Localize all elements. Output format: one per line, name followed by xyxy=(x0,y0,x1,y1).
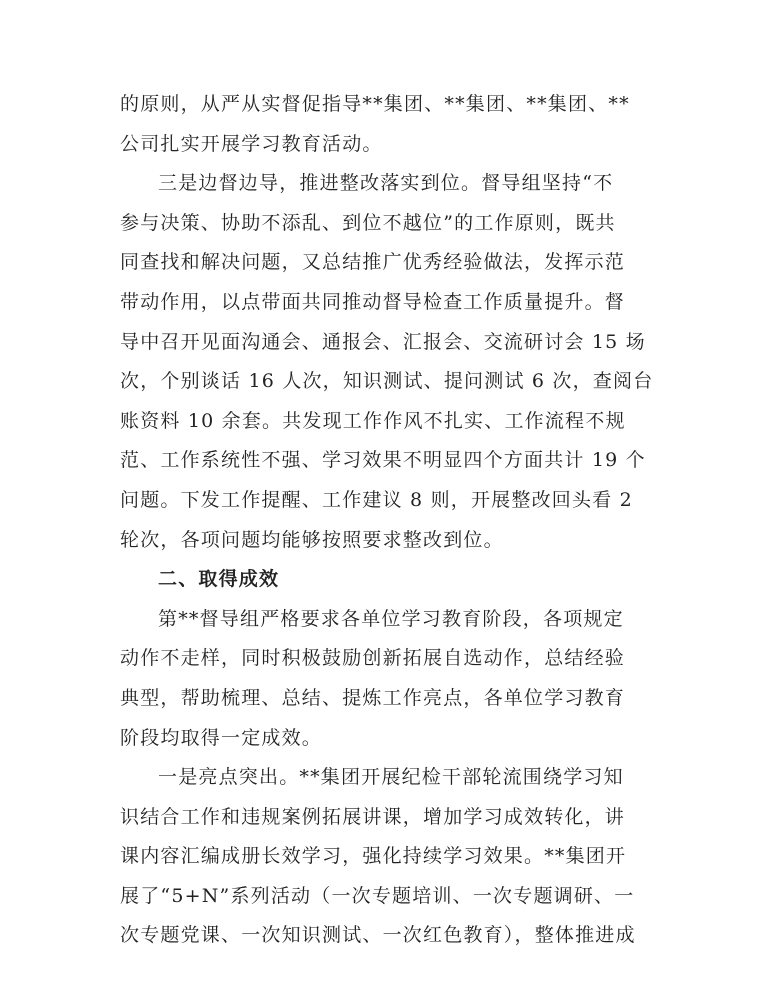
text-line: 公司扎实开展学习教育活动。 xyxy=(120,132,383,155)
text-line: 一是亮点突出。**集团开展纪检干部轮流围绕学习知 xyxy=(158,766,624,789)
text-line: 典型，帮助梳理、总结、提炼工作亮点，各单位学习教育 xyxy=(120,686,626,709)
text-line: 三是边督边导，推进整改落实到位。督导组坚持“不 xyxy=(158,172,614,195)
text-line: 轮次，各项问题均能够按照要求整改到位。 xyxy=(120,528,504,551)
text-line: 第**督导组严格要求各单位学习教育阶段，各项规定 xyxy=(158,607,624,630)
text-line: 动作不走样，同时积极鼓励创新拓展自选动作，总结经验 xyxy=(120,647,626,670)
text-line: 带动作用，以点带面共同推动督导检查工作质量提升。督 xyxy=(120,290,626,313)
document-body xyxy=(120,85,654,956)
text-line: 课内容汇编成册长效学习，强化持续学习效果。**集团开 xyxy=(120,845,627,868)
section-heading: 二、取得成效 xyxy=(158,568,280,591)
text-line: 次专题党课、一次知识测试、一次红色教育），整体推进成 xyxy=(120,924,636,947)
text-line: 导中召开见面沟通会、通报会、汇报会、交流研讨会 15 场 xyxy=(120,330,646,353)
text-line: 的原则，从严从实督促指导**集团、**集团、**集团、** xyxy=(120,93,630,115)
text-line: 账资料 10 余套。共发现工作作风不扎实、工作流程不规 xyxy=(120,409,626,432)
text-line: 次，个别谈话 16 人次，知识测试、提问测试 6 次，查阅台 xyxy=(120,370,654,393)
text-line: 阶段均取得一定成效。 xyxy=(120,726,323,749)
text-line: 展了“5+N”系列活动（一次专题培训、一次专题调研、一 xyxy=(120,884,635,907)
text-line: 同查找和解决问题，又总结推广优秀经验做法，发挥示范 xyxy=(120,251,626,274)
text-line: 问题。下发工作提醒、工作建议 8 则，开展整改回头看 2 xyxy=(120,488,633,511)
text-line: 参与决策、协助不添乱、到位不越位”的工作原则，既共 xyxy=(120,211,616,234)
text-line: 识结合工作和违规案例拓展讲课，增加学习成效转化，讲 xyxy=(120,805,626,828)
text-line: 范、工作系统性不强、学习效果不明显四个方面共计 19 个 xyxy=(120,449,646,472)
